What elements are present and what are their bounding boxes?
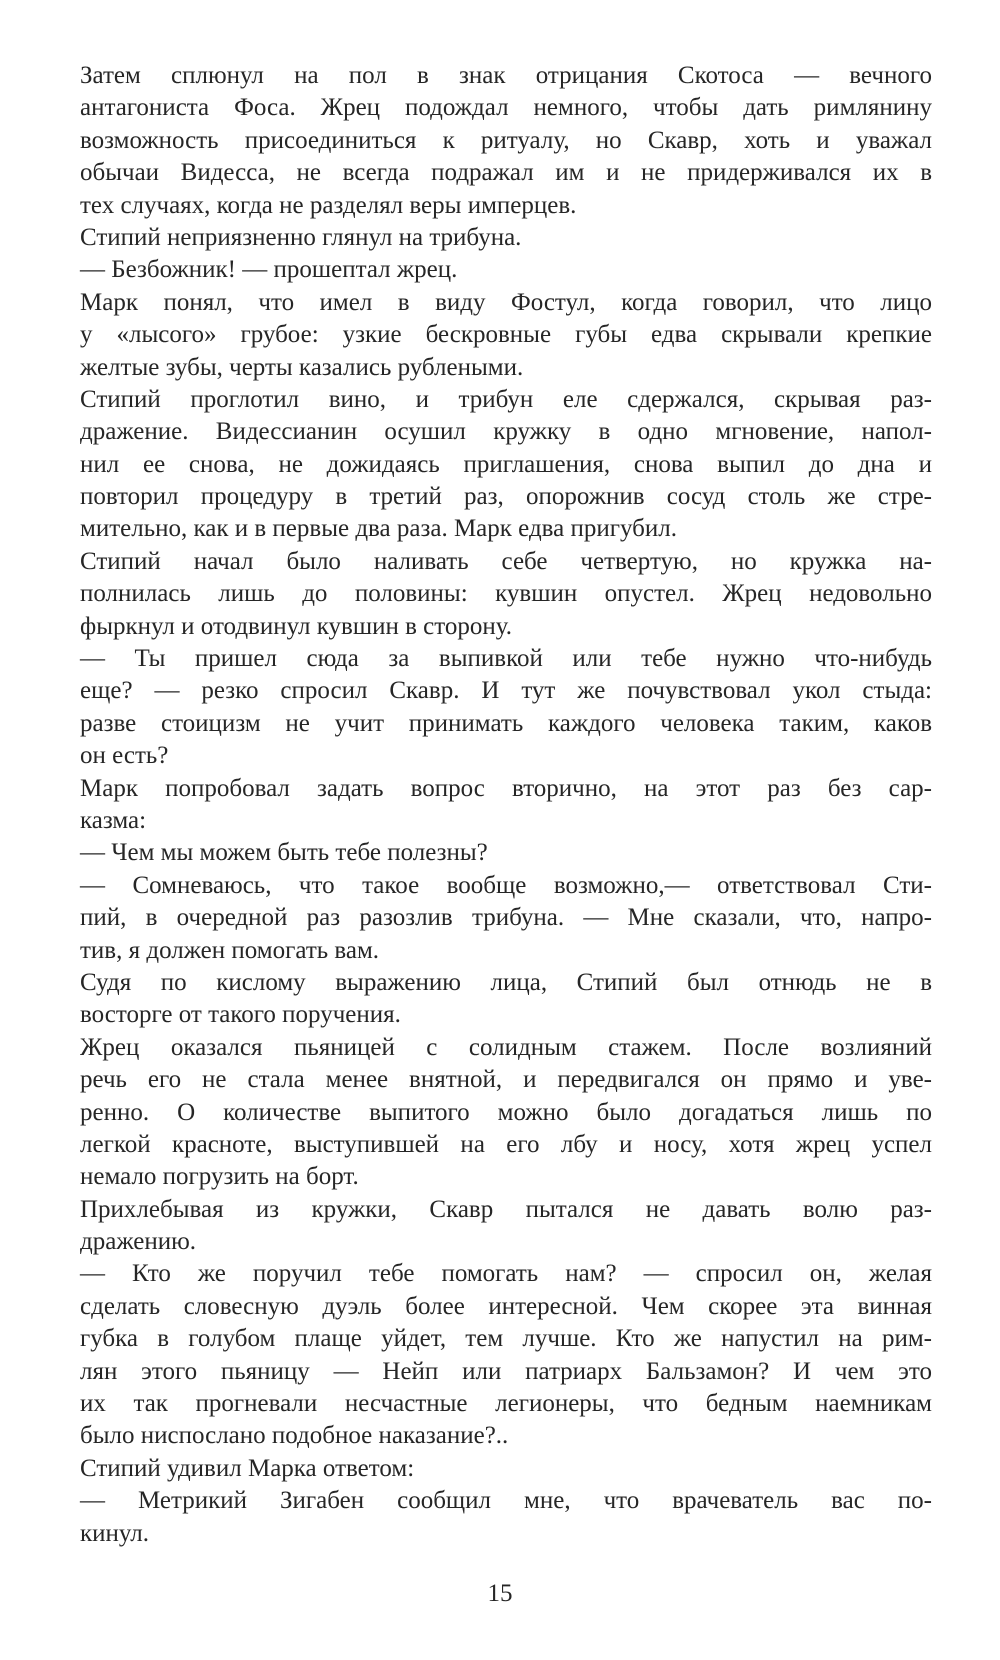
text-line: сделать словесную дуэль более интересной. Чем скорее эта винная: [80, 1292, 932, 1320]
text-line: Стипий начал было наливать себе четвертую, но кружка на-: [80, 547, 932, 575]
text-line: дражение. Видессианин осушил кружку в одно мгновение, напол-: [80, 418, 932, 446]
text-line: он есть?: [80, 742, 169, 770]
text-line: Марк попробовал задать вопрос вторично, на этот раз без сар-: [80, 774, 932, 802]
text-line: ренно. О количестве выпитого можно было догадаться лишь по: [80, 1098, 932, 1126]
text-line: повторил процедуру в третий раз, опорожнив сосуд столь же стре-: [80, 483, 932, 511]
text-line: было ниспослано подобное наказание?..: [80, 1422, 509, 1450]
text-line: — Сомневаюсь, что такое вообще возможно,— ответствовал Сти-: [80, 871, 932, 899]
text-line: Стипий удивил Марка ответом:: [80, 1454, 415, 1482]
text-line: Марк понял, что имел в виду Фостул, когда говорил, что лицо: [80, 288, 932, 316]
text-line: у «лысого» грубое: узкие бескровные губы едва скрывали крепкие: [80, 321, 932, 349]
text-line: Жрец оказался пьяницей с солидным стажем. После возлияний: [80, 1033, 932, 1061]
text-line: Судя по кислому выражению лица, Стипий был отнюдь не в: [80, 968, 932, 996]
text-line: кинул.: [80, 1519, 150, 1547]
text-line: антагониста Фоса. Жрец подождал немного, чтобы дать римлянину: [80, 94, 932, 122]
text-line: тех случаях, когда не разделял веры имперцев.: [80, 191, 577, 219]
text-line: речь его не стала менее внятной, и передвигался он прямо и уве-: [80, 1066, 932, 1094]
text-line: Прихлебывая из кружки, Скавр пытался не давать волю раз-: [80, 1195, 932, 1223]
text-line: немало погрузить на борт.: [80, 1163, 359, 1191]
text-line: обычаи Видесса, не всегда подражал им и не придерживался их в: [80, 159, 932, 187]
text-line: дражению.: [80, 1228, 197, 1256]
text-line: фыркнул и отодвинул кувшин в сторону.: [80, 612, 512, 640]
text-line: — Ты пришел сюда за выпивкой или тебе нужно что-нибудь: [80, 645, 932, 673]
text-line: — Метрикий Зигабен сообщил мне, что врачеватель вас по-: [80, 1487, 932, 1515]
text-line: восторге от такого поручения.: [80, 1001, 401, 1029]
text-line: легкой красноте, выступившей на его лбу и носу, хотя жрец успел: [80, 1130, 932, 1158]
text-line: мительно, как и в первые два раза. Марк едва пригубил.: [80, 515, 677, 543]
text-line: лян этого пьяницу — Нейп или патриарх Бальзамон? И чем это: [80, 1357, 932, 1385]
text-line: Стипий неприязненно глянул на трибуна.: [80, 223, 522, 251]
text-line: пий, в очередной раз разозлив трибуна. — Мне сказали, что, напро-: [80, 904, 932, 932]
page-number: 15: [487, 1580, 513, 1607]
text-line: тив, я должен помогать вам.: [80, 936, 380, 964]
text-line: их так прогневали несчастные легионеры, что бедным наемникам: [80, 1390, 932, 1418]
text-line: Стипий проглотил вино, и трибун еле сдержался, скрывая раз-: [80, 385, 932, 413]
text-line: Затем сплюнул на пол в знак отрицания Скотоса — вечного: [80, 62, 932, 89]
text-line: возможность присоединиться к ритуалу, но Скавр, хоть и уважал: [80, 126, 932, 154]
text-line: — Чем мы можем быть тебе полезны?: [80, 839, 488, 867]
text-line: казма:: [80, 806, 147, 834]
text-line: еще? — резко спросил Скавр. И тут же почувствовал укол стыда:: [80, 677, 932, 705]
text-line: — Кто же поручил тебе помогать нам? — спросил он, желая: [80, 1260, 932, 1288]
text-line: желтые зубы, черты казались рублеными.: [80, 353, 524, 381]
text-line: нил ее снова, не дожидаясь приглашения, снова выпил до дна и: [80, 450, 932, 478]
body-text: [80, 60, 932, 1550]
text-line: полнилась лишь до половины: кувшин опустел. Жрец недовольно: [80, 580, 932, 608]
text-line: — Безбожник! — прошептал жрец.: [80, 256, 458, 284]
text-line: губка в голубом плаще уйдет, тем лучше. Кто же напустил на рим-: [80, 1325, 932, 1353]
text-line: разве стоицизм не учит принимать каждого человека таким, каков: [80, 709, 932, 737]
